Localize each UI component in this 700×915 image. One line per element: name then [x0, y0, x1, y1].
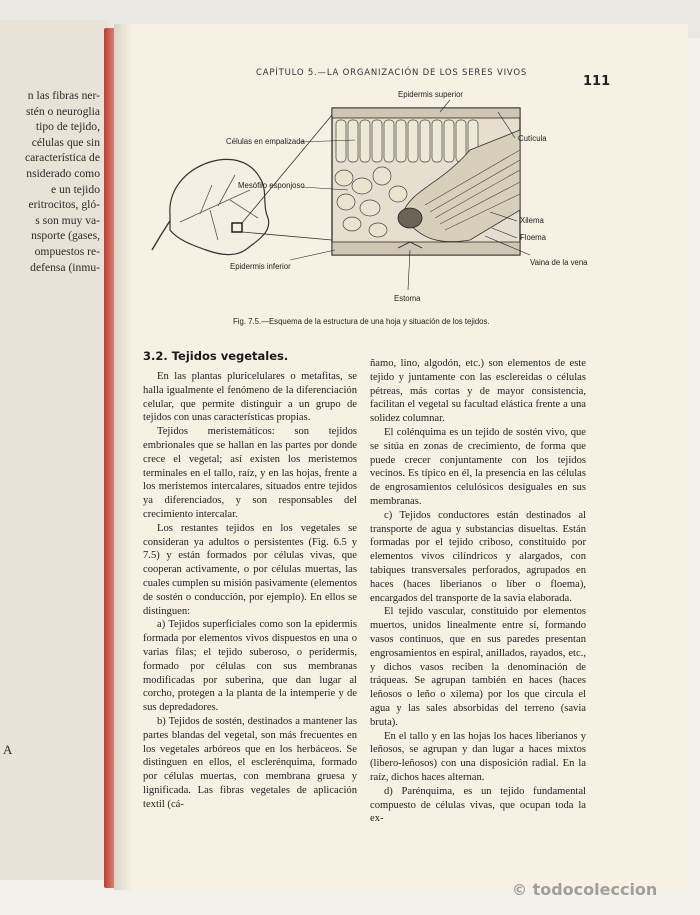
- text-column-right: [370, 357, 586, 826]
- pointer-epidermis-inferior: [290, 250, 335, 260]
- paragraph: Los restantes tejidos en los vegetales se consideran ya adultos o persistentes (Fig. 6.5 y 7.5) y están formados por células vivas, que cooperan activamente, o por células muertas, las cuales cumplen su misión pasivamente (elementos de sostén o conducción, por ejemplo). En ellos se distinguen:: [143, 522, 357, 617]
- zoom-line-top: [242, 115, 332, 223]
- paragraph: c) Tejidos conductores están destinados al transporte de agua y substancias disueltas. Están formadas por el tejido criboso, constituido por elementos vivos cilíndricos y alargados, con tabiques transversales perforados, agrupados en haces (haces liberianos o líber o floema), encargados del transporte de la savia elaborada.: [370, 509, 586, 604]
- label-estoma: Estoma: [394, 294, 421, 303]
- paragraph: En el tallo y en las hojas los haces liberianos y leñosos, se agrupan y dan lugar a haces mixtos (libero-leñosos) con una disposición radial. En la raíz, dichos haces alternan.: [370, 730, 586, 783]
- left-page-text: [0, 88, 100, 275]
- paragraph: El colénquima es un tejido de sostén vivo, que se sitúa en zonas de crecimiento, de forma que puede crecer conjuntamente con los tejidos vecinos. Es típico en él, la presencia en las células de engrosamientos celulósicos desiguales en sus membranas.: [370, 426, 586, 507]
- page-gutter-shadow: [114, 24, 132, 890]
- pointer-estoma: [408, 250, 410, 290]
- paragraph: Tejidos meristemáticos: son tejidos embrionales que se hallan en las partes por donde crece el vegetal; así existen los meristemos terminales en el tallo, raíz, y en las hojas, frente a los meristemos intercalares, situados entre tejidos ya diferenciados, y son responsables del crecimiento intercalar.: [143, 426, 357, 520]
- figure-caption: Fig. 7.5.—Esquema de la estructura de una hoja y situación de los tejidos.: [233, 317, 490, 326]
- leaf-cross-section: [332, 108, 520, 255]
- copyright-icon: ©: [512, 881, 527, 899]
- text-column-left: [143, 370, 357, 812]
- left-page: [0, 20, 108, 880]
- left-line: e un tejido: [51, 182, 100, 196]
- leaf-outline: [170, 159, 269, 254]
- label-epidermis-superior: Epidermis superior: [398, 90, 463, 99]
- watermark-text: todocoleccion: [532, 880, 658, 899]
- label-cuticula: Cutícula: [518, 134, 547, 143]
- running-header: CAPÍTULO 5.—LA ORGANIZACIÓN DE LOS SERES VIVOS: [256, 68, 528, 78]
- label-xilema: Xilema: [520, 216, 544, 225]
- watermark: [512, 880, 657, 899]
- leaf-diagram: [140, 90, 610, 310]
- left-line: ompuestos re-: [34, 244, 100, 258]
- left-line: defensa (inmu-: [30, 260, 100, 274]
- left-line: tipo de tejido,: [35, 120, 100, 134]
- section-title: 3.2. Tejidos vegetales.: [143, 349, 289, 363]
- paragraph: d) Parénquima, es un tejido fundamental compuesto de células vivas, que ocupan toda la ex-: [370, 785, 586, 825]
- left-page-glyph: A: [3, 742, 13, 757]
- left-line: nsiderado como: [26, 166, 100, 180]
- paragraph: En las plantas pluricelulares o metafitas, se halla igualmente el fenómeno de la diferenciación celular, que permite distinguir a un grupo de tejidos con unas características propias.: [143, 371, 357, 424]
- paragraph: b) Tejidos de sostén, destinados a mantener las partes blandas del vegetal, son más frecuentes en los vegetales arbóreos que en los herbáceos. Se distinguen en ellos, el esclerénquima, formado por células muertas, con membrana gruesa y lignificada. Las fibras vegetales de aplicación textil (cá-: [143, 715, 357, 810]
- left-line: stén o neuroglia: [25, 104, 100, 118]
- label-mesofilo: Mesófilo esponjoso: [238, 181, 305, 190]
- leaf-structure-figure: [140, 90, 610, 310]
- label-celulas-empalizada: Células en empalizada: [226, 137, 305, 146]
- label-vaina: Vaina de la vena: [530, 258, 588, 267]
- paragraph: a) Tejidos superficiales como son la epidermis formada por elementos vivos dispuestos en una o varias filas; el tejido suberoso, o peridermis, formado por células con sus membranas modificadas por suberina, que dan lugar al corcho, protegen a la planta de la intemperie y de sus depredadores.: [143, 619, 357, 714]
- left-line: n las fibras ner-: [27, 89, 100, 102]
- label-floema: Floema: [520, 233, 546, 242]
- paragraph: El tejido vascular, constituido por elementos muertos, unidos linealmente entre sí, formando vasos continuos, que en sus paredes presentan engrosamientos en espiral, anillados, rayados, etc., y dichos vasos reciben la denominación de tráqueas. Se agrupan también en haces (haces leñosos o leño o xilema) por los que circula el agua y las sales absorbidas del terreno (savia bruta).: [370, 606, 586, 728]
- left-line: nsporte (gases,: [31, 229, 100, 243]
- page-number: 111: [583, 74, 611, 89]
- left-line: células que sin: [31, 135, 100, 149]
- paragraph: ñamo, lino, algodón, etc.) son elementos de este tejido y juntamente con las esclereidas o células pétreas, más cortas y de mayor consistencia, facilitan el vegetal su facultad elástica frente a una solidez columnar.: [370, 358, 586, 425]
- left-line: s son muy va-: [35, 213, 100, 227]
- left-line: eritrocitos, gló-: [28, 198, 100, 212]
- label-epidermis-inferior: Epidermis inferior: [230, 262, 291, 271]
- left-line: característica de: [25, 151, 100, 165]
